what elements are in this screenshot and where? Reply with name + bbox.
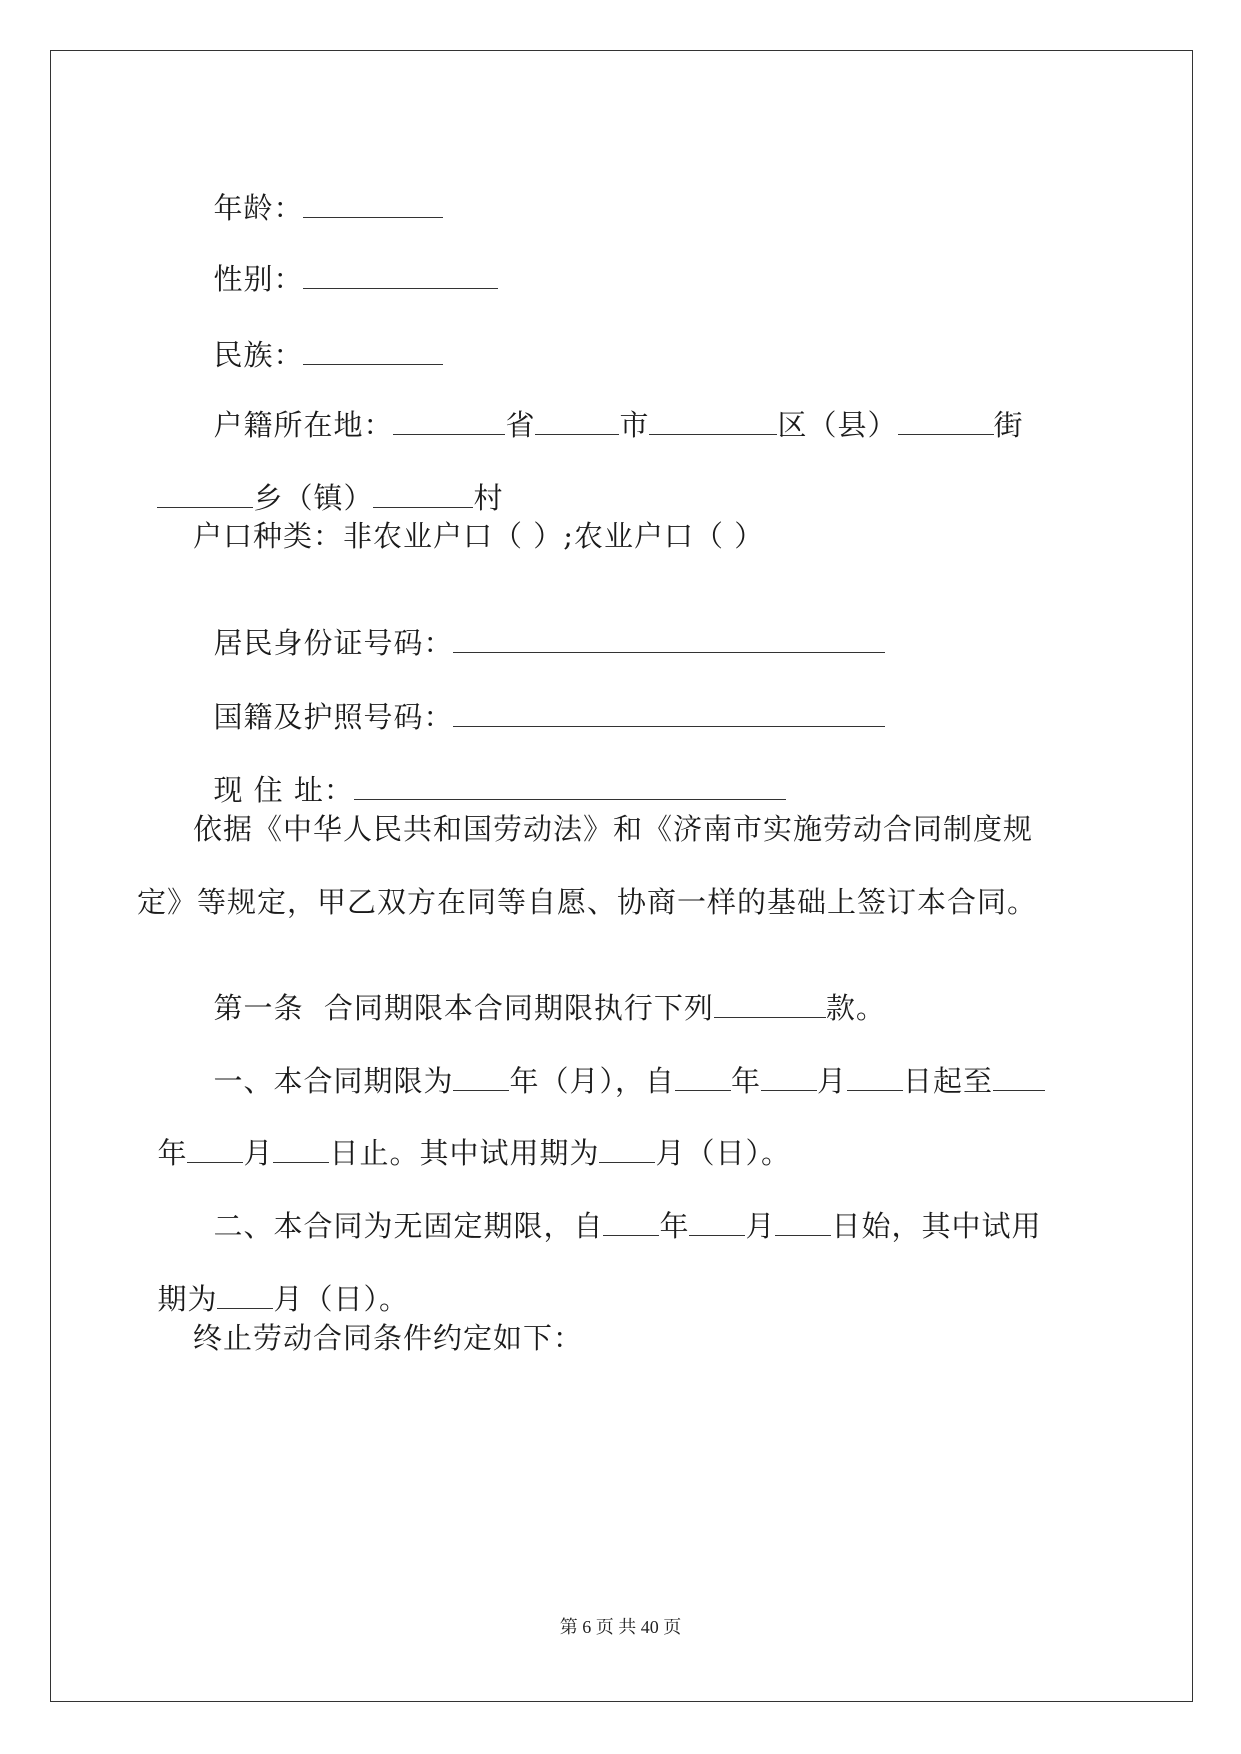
gender-blank[interactable] (303, 264, 498, 289)
term-2-line-a (193, 1175, 1042, 1243)
township-text: 乡（镇） (253, 481, 374, 515)
term-1a-blank-5[interactable] (993, 1066, 1045, 1091)
term-2b-text-1: 期为 (157, 1282, 218, 1316)
term-1b-text-1: 年 (157, 1136, 188, 1170)
gender-label: 性别： (213, 262, 304, 296)
domicile-label: 户籍所在地： (213, 408, 394, 442)
township-blank[interactable] (157, 483, 253, 508)
hukou-type-line: 户口种类：非农业户口（ ）;农业户口（ ） (193, 519, 765, 553)
termination-line: 终止劳动合同条件约定如下： (193, 1321, 584, 1355)
term-2a-text-4: 日始，其中试用 (831, 1209, 1042, 1243)
term-1a-text-2: 年（月），自 (509, 1064, 675, 1098)
id-number-line (193, 592, 885, 660)
term-1a-blank-1[interactable] (453, 1066, 509, 1091)
ethnicity-label: 民族： (213, 338, 304, 372)
gender-line (193, 228, 498, 296)
term-1b-blank-2[interactable] (273, 1138, 329, 1163)
term-1b-blank-1[interactable] (187, 1138, 243, 1163)
age-label: 年龄： (213, 191, 304, 225)
page-footer: 第 6 页 共 40 页 (559, 1617, 682, 1637)
street-blank[interactable] (898, 410, 994, 435)
term-1-line-b (137, 1102, 791, 1170)
term-1a-text-1: 一、本合同期限为 (213, 1064, 454, 1098)
id-number-label: 居民身份证号码： (213, 626, 454, 660)
passport-label: 国籍及护照号码： (213, 700, 454, 734)
address-blank[interactable] (354, 775, 786, 800)
term-2b-blank-1[interactable] (217, 1284, 273, 1309)
city-text: 市 (619, 408, 650, 442)
id-number-blank[interactable] (453, 628, 885, 653)
ethnicity-line (193, 304, 443, 372)
age-line (193, 157, 443, 225)
passport-blank[interactable] (453, 702, 885, 727)
basis-line-1: 依据《中华人民共和国劳动法》和《济南市实施劳动合同制度规 (193, 812, 1034, 846)
village-text: 村 (473, 481, 504, 515)
domicile-line (193, 374, 1024, 442)
term-2-line-b (137, 1248, 409, 1316)
passport-line (193, 666, 885, 734)
term-2a-blank-3[interactable] (775, 1211, 831, 1236)
province-text: 省 (505, 408, 536, 442)
term-2a-blank-1[interactable] (603, 1211, 659, 1236)
term-1b-text-2: 月 (243, 1136, 274, 1170)
article-1-end: 款。 (825, 991, 886, 1025)
address-line (193, 739, 786, 807)
term-1b-blank-3[interactable] (599, 1138, 655, 1163)
term-2b-text-2: 月（日）。 (273, 1282, 409, 1316)
term-1b-text-3: 日止。其中试用期为 (329, 1136, 600, 1170)
term-1a-blank-3[interactable] (761, 1066, 817, 1091)
district-text: 区（县） (777, 408, 898, 442)
term-2a-text-2: 年 (659, 1209, 690, 1243)
village-blank[interactable] (373, 483, 473, 508)
district-blank[interactable] (649, 410, 777, 435)
term-1a-blank-2[interactable] (675, 1066, 731, 1091)
domicile-line-2 (137, 447, 503, 515)
city-blank[interactable] (535, 410, 619, 435)
term-2a-text-3: 月 (745, 1209, 776, 1243)
page-border (50, 50, 1193, 1702)
street-text: 街 (993, 408, 1024, 442)
address-label: 现 住 址： (213, 773, 354, 807)
ethnicity-blank[interactable] (303, 340, 443, 365)
term-1-line-a (193, 1030, 1045, 1098)
article-1-text: 第一条 合同期限本合同期限执行下列 (213, 991, 714, 1025)
term-1a-text-5: 日起至 (903, 1064, 994, 1098)
term-1a-text-4: 月 (816, 1064, 847, 1098)
term-2a-text-1: 二、本合同为无固定期限，自 (213, 1209, 604, 1243)
term-2a-blank-2[interactable] (689, 1211, 745, 1236)
article-1-blank[interactable] (714, 993, 826, 1018)
term-1b-text-4: 月（日）。 (655, 1136, 791, 1170)
term-1a-text-3: 年 (730, 1064, 761, 1098)
basis-line-2: 定》等规定，甲乙双方在同等自愿、协商一样的基础上签订本合同。 (137, 885, 1038, 919)
term-1a-blank-4[interactable] (847, 1066, 903, 1091)
age-blank[interactable] (303, 193, 443, 218)
province-blank[interactable] (393, 410, 505, 435)
article-1-line (193, 957, 886, 1025)
